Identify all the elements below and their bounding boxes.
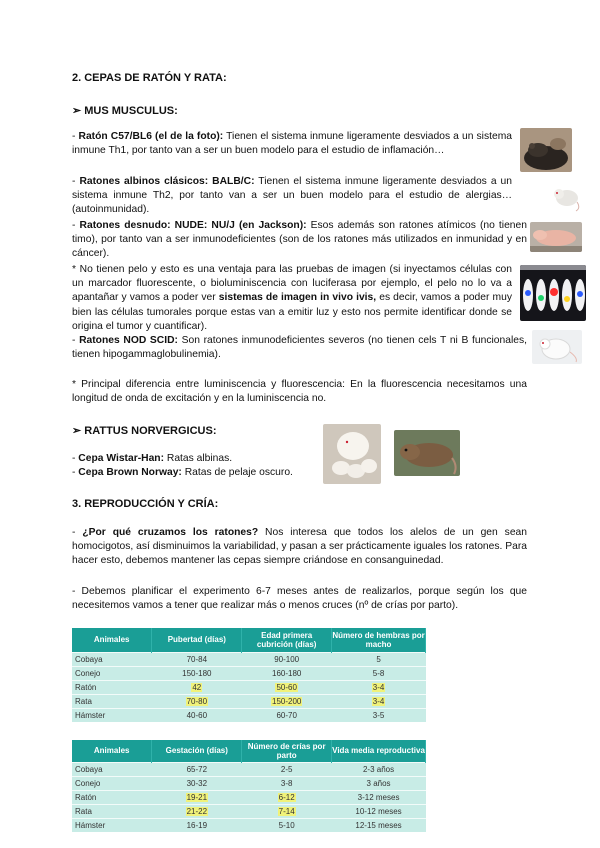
crossing-question: ¿Por qué cruzamos los ratones?	[82, 527, 259, 538]
t1-highlight: 70-80	[186, 696, 208, 706]
table-row	[72, 790, 426, 804]
crossing-paragraph: - ¿Por qué cruzamos los ratones? Nos interesa que todos los alelos de un gen sean homocigotos, así disminuimos la variabilidad, y pasan a ser prácticamente iguales los ratones. Para hacer esto, debemos mantener las cepas siempre criándose en consanguinedad.	[72, 527, 528, 567]
table-row	[72, 680, 426, 694]
t1-cell	[242, 694, 332, 708]
nude-note-pre: * No tienen pelo y esto es una ventaja para las pruebas de imagen (si inyectamos células con un marcador fluorescente, o bioluminiscencia con luciferasa por ejemplo, el pelo no lo va a apantañar y vamos a poder ver	[72, 264, 512, 304]
mus-musculus-title: ➢ MUS MUSCULUS:	[72, 105, 178, 117]
t1-header-first-breeding: Edad primera cubrición (días)	[242, 628, 332, 652]
balb-mouse-photo	[550, 180, 582, 214]
nude-mouse-photo	[530, 222, 582, 252]
t2-cell: Conejo	[72, 776, 152, 790]
t2-cell: 10-12 meses	[332, 804, 426, 818]
t1-cell: 5	[332, 652, 426, 666]
table-row	[72, 776, 426, 790]
reproduction-table-1	[72, 628, 426, 722]
t1-header-puberty: Pubertad (días)	[152, 628, 242, 652]
t1-cell	[152, 680, 242, 694]
t2-cell	[152, 804, 242, 818]
scid-label: Ratones NOD SCID:	[79, 335, 178, 346]
t1-cell	[332, 694, 426, 708]
t2-cell: Ratón	[72, 790, 152, 804]
nude-paragraph: - Ratones desnudo: NUDE: NU/J (en Jackson): Esos además son ratones atímicos (no tienen timo), por tanto van a ser inmunodeficientes (son de los ratones más utilizados en inmunidad y en cáncer).	[72, 220, 527, 260]
brown-norway-label: Cepa Brown Norway:	[78, 467, 182, 478]
balb-paragraph: - Ratones albinos clásicos: BALB/C: Tienen el sistema inmune ligeramente desviados a un sistema inmune Th2, por tanto van a ser un buen modelo para el estudio de alergias… (autoinmunidad).	[72, 176, 512, 216]
planning-paragraph: - Debemos planificar el experimento 6-7 meses antes de realizarlos, porque según los que necesitemos vamos a tener que realizar más o menos cruces (nº de crías por parto).	[72, 586, 527, 612]
c57-label: Ratón C57/BL6 (el de la foto):	[78, 131, 224, 142]
t1-cell: 40-60	[152, 708, 242, 722]
reproduction-table-2	[72, 740, 426, 832]
t1-highlight: 3-4	[372, 696, 385, 706]
t1-cell: Rata	[72, 694, 152, 708]
nude-note-bold: sistemas de imagen in vivo ivis,	[218, 292, 377, 304]
t1-header-females-per-male: Número de hembras por macho	[332, 628, 426, 652]
t2-highlight: 19-21	[186, 792, 208, 802]
t1-cell: 70-84	[152, 652, 242, 666]
t2-cell	[242, 804, 332, 818]
t2-header-reproductive-life: Vida media reproductiva	[332, 740, 426, 762]
t2-highlight: 7-14	[278, 806, 295, 816]
t1-cell: Ratón	[72, 680, 152, 694]
c57-mouse-photo	[520, 128, 572, 172]
t1-cell	[152, 694, 242, 708]
t2-header-litter-size: Número de crías por parto	[242, 740, 332, 762]
table-row	[72, 694, 426, 708]
c57-text: Tienen el sistema inmune ligeramente desviados a un sistema inmune Th1, por tanto van a ser un buen modelo para el estudio de inflamación…	[72, 131, 512, 157]
table-row	[72, 652, 426, 666]
balb-label: Ratones albinos clásicos: BALB/C:	[79, 176, 255, 187]
t2-cell: 5-10	[242, 818, 332, 832]
t1-cell: 3-5	[332, 708, 426, 722]
t1-cell	[332, 680, 426, 694]
luminescence-note: * Principal diferencia entre luminiscencia y fluorescencia: En la fluorescencia necesitamos una longitud de onda de excitación y en la luminiscencia no.	[72, 379, 527, 405]
wistar-rat-photo	[323, 424, 381, 484]
t1-highlight: 150-200	[272, 696, 302, 706]
rattus-title: ➢ RATTUS NORVERGICUS:	[72, 425, 217, 437]
nude-label: Ratones desnudo: NUDE: NU/J (en Jackson):	[79, 220, 307, 231]
brown-norway-rat-photo	[394, 430, 460, 476]
t2-cell: 12-15 meses	[332, 818, 426, 832]
t2-cell	[242, 790, 332, 804]
balb-text: Tienen el sistema inmune ligeramente desviados a un sistema inmune Th2, por tanto van a ser un buen modelo para el estudio de alergias… (autoinmunidad).	[72, 176, 512, 216]
c57-paragraph: - Ratón C57/BL6 (el de la foto): Tienen el sistema inmune ligeramente desviados a un sistema inmune Th1, por tanto van a ser un buen modelo para el estudio de inflamación…	[72, 131, 512, 157]
scid-paragraph: - Ratones NOD SCID: Son ratones inmunodeficientes severos (no tienen cels T ni B funcionales, tienen hipogammaglobulinemia).	[72, 335, 527, 361]
table-row	[72, 804, 426, 818]
t1-cell: 5-8	[332, 666, 426, 680]
table-row	[72, 708, 426, 722]
t2-cell: 65-72	[152, 762, 242, 776]
t2-cell: Hámster	[72, 818, 152, 832]
table-row	[72, 762, 426, 776]
ivis-imaging-photo	[520, 265, 586, 321]
scid-text: Son ratones inmunodeficientes severos (no tienen cels T ni B funcionales, tienen hipogammaglobulinemia).	[72, 335, 527, 361]
wistar-label: Cepa Wistar-Han:	[78, 453, 165, 464]
t1-highlight: 42	[192, 682, 202, 692]
t2-cell: 30-32	[152, 776, 242, 790]
section-3-title: 3. REPRODUCCIÓN Y CRÍA:	[72, 498, 219, 510]
t2-highlight: 6-12	[278, 792, 295, 802]
t2-cell: 2-3 años	[332, 762, 426, 776]
table-row	[72, 666, 426, 680]
nude-note-paragraph	[72, 263, 512, 334]
brown-norway-text: Ratas de pelaje oscuro.	[181, 467, 293, 478]
scid-mouse-photo	[532, 330, 582, 364]
wistar-line: - Cepa Wistar-Han: Ratas albinas.	[72, 453, 233, 464]
t1-cell: 90-100	[242, 652, 332, 666]
t1-header-animals: Animales	[72, 628, 152, 652]
wistar-text: Ratas albinas.	[164, 453, 233, 464]
t1-cell	[242, 680, 332, 694]
t2-header-gestation: Gestación (días)	[152, 740, 242, 762]
t1-cell: Conejo	[72, 666, 152, 680]
t2-cell: 2-5	[242, 762, 332, 776]
t2-cell: 3-8	[242, 776, 332, 790]
t1-cell: Hámster	[72, 708, 152, 722]
t2-cell	[152, 790, 242, 804]
t2-header-animals: Animales	[72, 740, 152, 762]
t1-cell: 160-180	[242, 666, 332, 680]
t2-highlight: 21-22	[186, 806, 208, 816]
brown-norway-line: - Cepa Brown Norway: Ratas de pelaje oscuro.	[72, 467, 293, 478]
t1-highlight: 50-60	[276, 682, 297, 692]
nude-note-post: es decir, vamos a poder muy bien las células tumorales porque estas van a emitir luz y esto nos permite identificar donde se origina el tumor y cuantificar).	[72, 292, 512, 332]
t2-cell: 16-19	[152, 818, 242, 832]
t2-cell: 3-12 meses	[332, 790, 426, 804]
t2-cell: Cobaya	[72, 762, 152, 776]
t2-cell: Rata	[72, 804, 152, 818]
t1-cell: 60-70	[242, 708, 332, 722]
table-row	[72, 818, 426, 832]
t2-cell: 3 años	[332, 776, 426, 790]
t1-cell: Cobaya	[72, 652, 152, 666]
t1-highlight: 3-4	[372, 682, 385, 692]
nude-text: Esos además son ratones atímicos (no tienen timo), por tanto van a ser inmunodeficientes (son de los ratones más utilizados en inmunidad y en cáncer).	[72, 220, 527, 260]
section-2-title: 2. CEPAS DE RATÓN Y RATA:	[72, 72, 227, 84]
t1-cell: 150-180	[152, 666, 242, 680]
crossing-text: Nos interesa que todos los alelos de un gen sean homocigotos, así disminuimos la variabilidad, y pasan a ser prácticamente iguales los ratones. Para hacer esto, debemos mantener las cepas siempre criándose en consanguinedad.	[72, 527, 528, 567]
